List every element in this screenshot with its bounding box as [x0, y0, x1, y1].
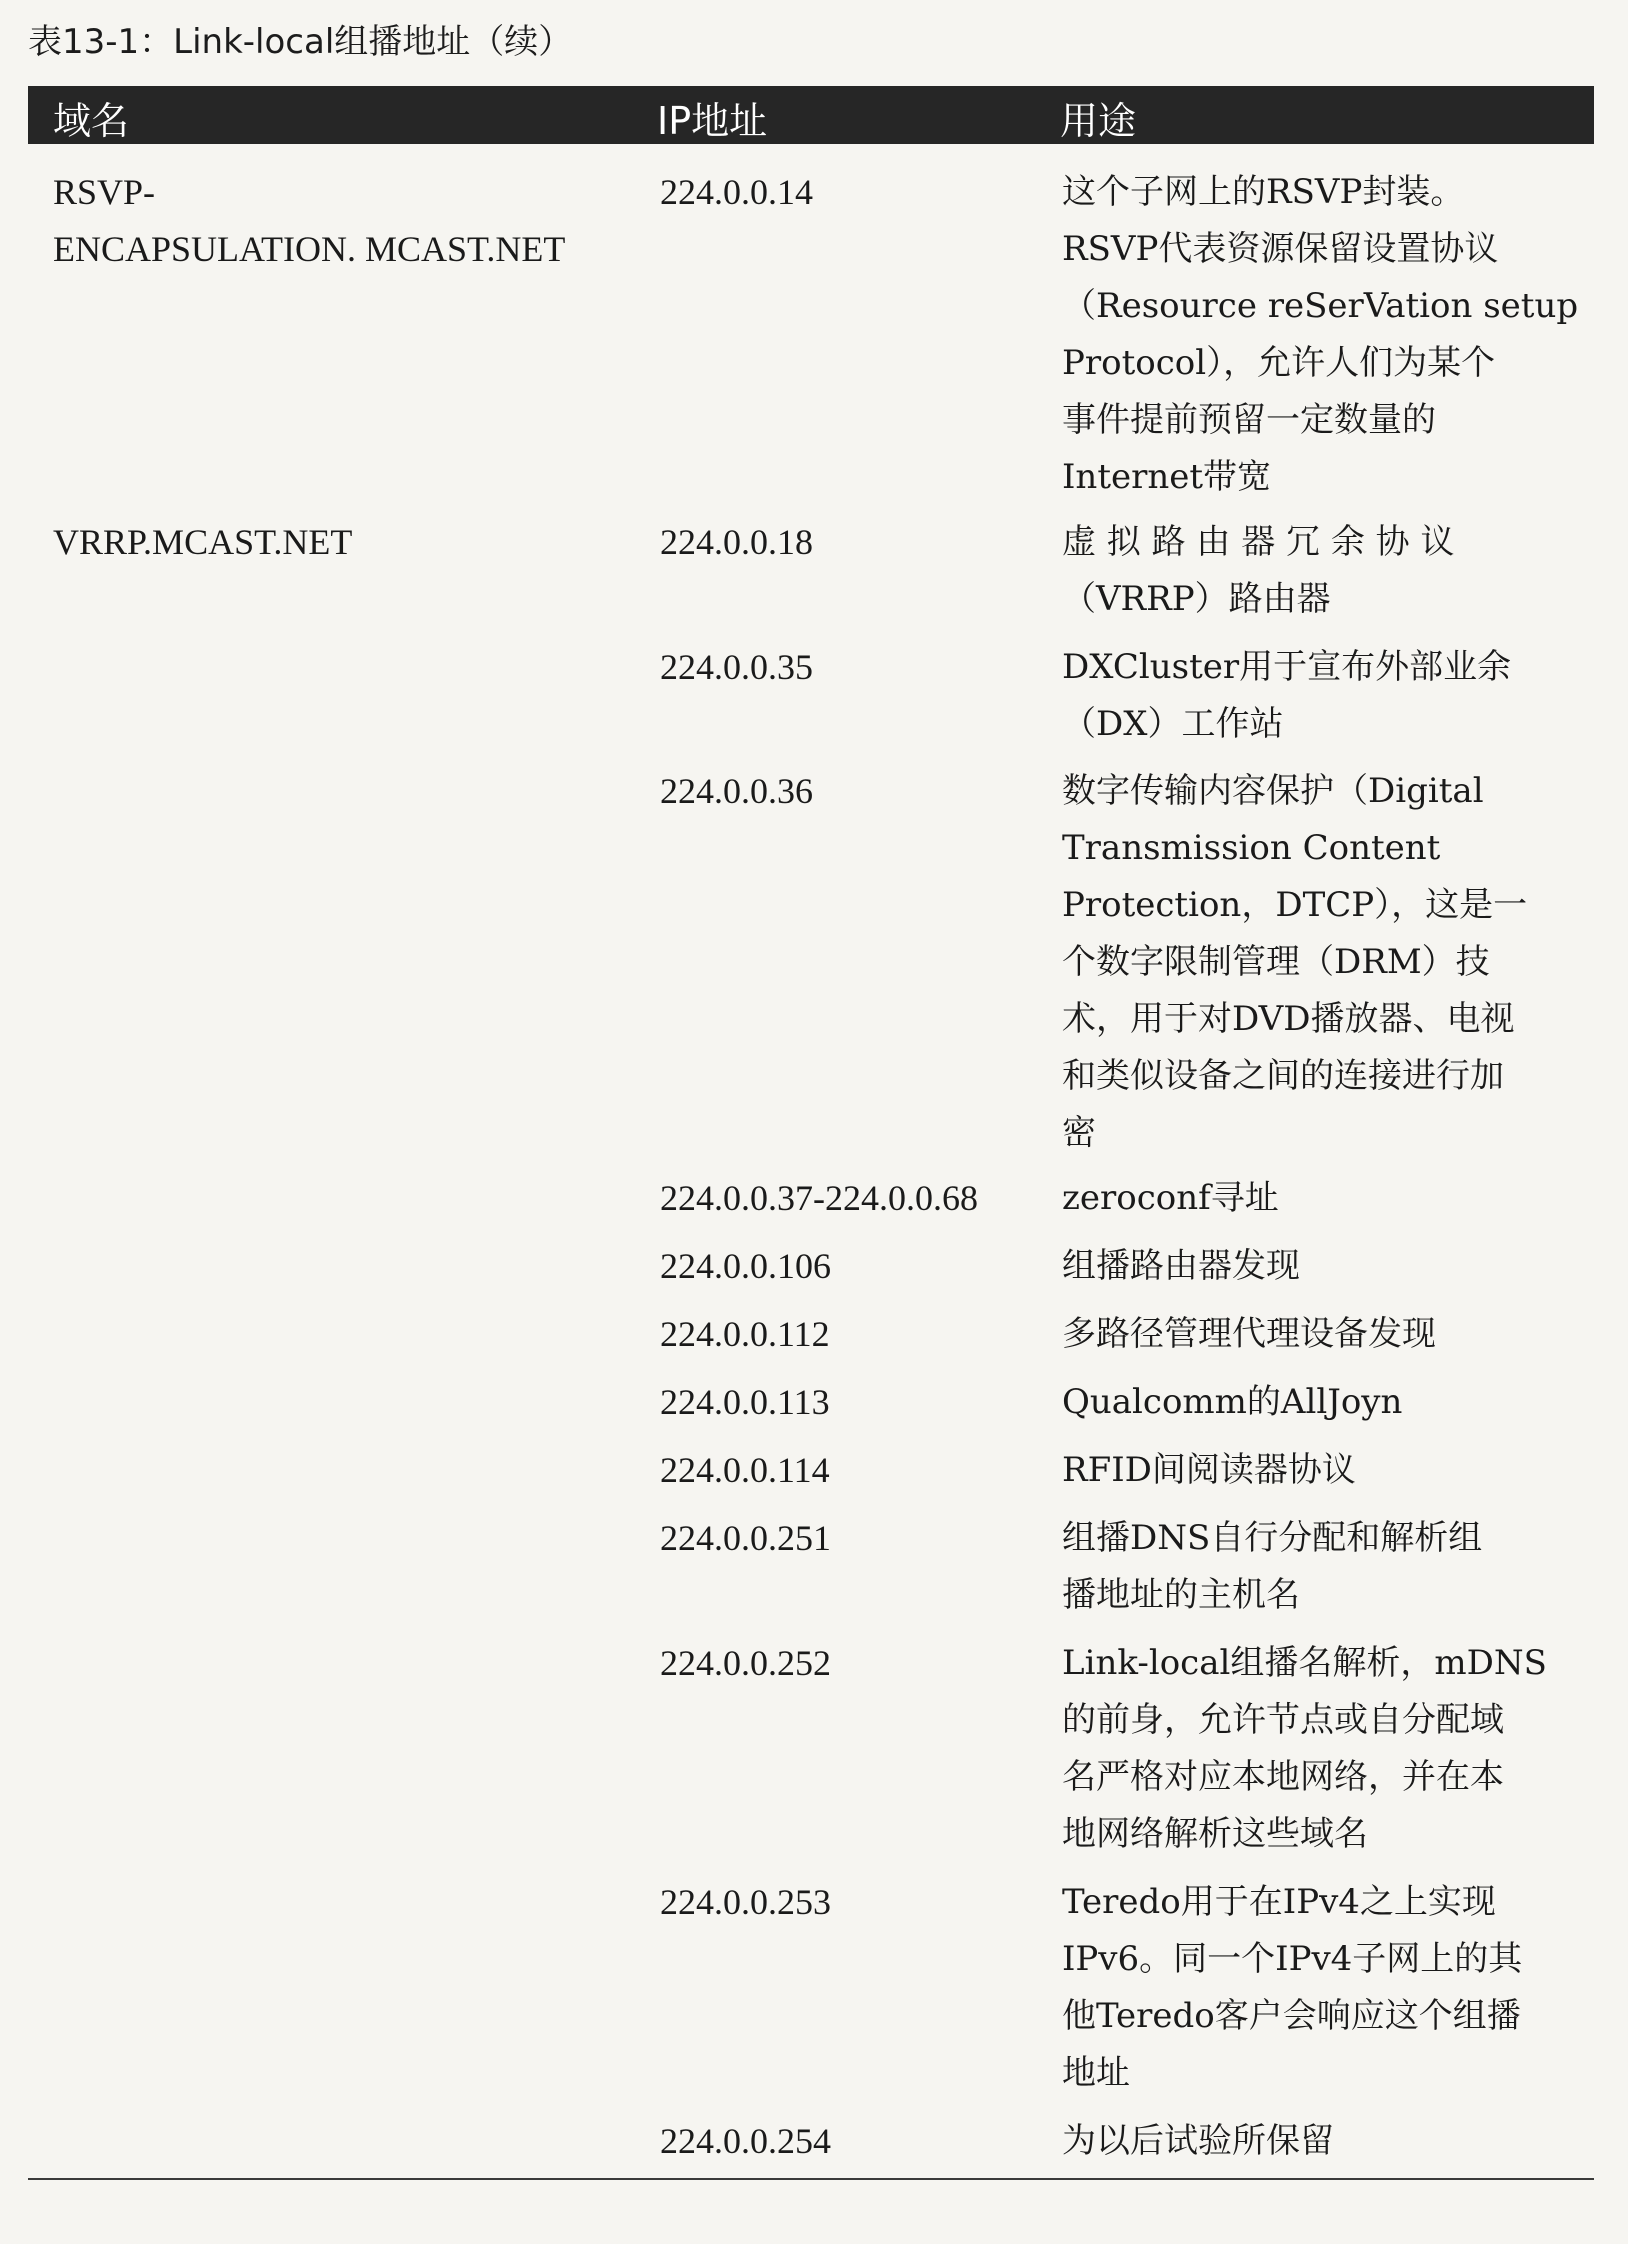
ip-cell: 224.0.0.254 — [660, 2121, 831, 2161]
purpose-cell: Teredo用于在IPv4之上实现 IPv6。同一个IPv4子网上的其 他Teredo客户会响应这个组播 地址 — [1062, 1882, 1523, 2093]
ip-cell: 224.0.0.14 — [660, 172, 813, 212]
ip-cell: 224.0.0.114 — [660, 1450, 830, 1490]
ip-cell: 224.0.0.106 — [660, 1246, 831, 1286]
purpose-cell: 这个子网上的RSVP封装。 RSVP代表资源保留设置协议 （Resource reSerVation setup Protocol），允许人们为某个 事件提前预留一定数量的 Internet带宽 — [1062, 172, 1579, 497]
header-ip-address: IP地址 — [657, 99, 768, 143]
table-caption: 表13-1：Link-local组播地址（续） — [28, 22, 573, 62]
ip-cell: 224.0.0.35 — [660, 647, 813, 687]
header-purpose: 用途 — [1060, 99, 1137, 143]
purpose-cell: 为以后试验所保留 — [1062, 2121, 1334, 2161]
domain-cell: RSVP- ENCAPSULATION. MCAST.NET — [53, 172, 566, 269]
table-header — [28, 86, 1594, 144]
purpose-cell: Qualcomm的AllJoyn — [1062, 1382, 1403, 1422]
ip-cell: 224.0.0.251 — [660, 1518, 831, 1558]
ip-cell: 224.0.0.18 — [660, 522, 813, 562]
table-bottom-rule — [28, 2178, 1594, 2180]
ip-cell: 224.0.0.112 — [660, 1314, 830, 1354]
purpose-cell: Link-local组播名解析，mDNS 的前身，允许节点或自分配域 名严格对应本地网络，并在本 地网络解析这些域名 — [1062, 1643, 1547, 1854]
purpose-cell: 数字传输内容保护（Digital Transmission Content Protection，DTCP），这是一 个数字限制管理（DRM）技 术，用于对DVD播放器、电视 和类似设备之间的连接进行加 密 — [1062, 771, 1528, 1153]
purpose-cell: DXCluster用于宣布外部业余 （DX）工作站 — [1062, 647, 1512, 744]
ip-cell: 224.0.0.113 — [660, 1382, 830, 1422]
purpose-cell: 多路径管理代理设备发现 — [1062, 1314, 1436, 1354]
purpose-cell: 组播DNS自行分配和解析组 播地址的主机名 — [1062, 1518, 1483, 1615]
domain-cell: VRRP.MCAST.NET — [53, 522, 353, 562]
ip-cell: 224.0.0.252 — [660, 1643, 831, 1683]
header-domain: 域名 — [53, 99, 130, 143]
purpose-cell: 组播路由器发现 — [1062, 1246, 1300, 1286]
ip-cell: 224.0.0.37-224.0.0.68 — [660, 1178, 978, 1218]
purpose-cell: 虚 拟 路 由 器 冗 余 协 议 （VRRP）路由器 — [1062, 522, 1455, 619]
ip-cell: 224.0.0.253 — [660, 1882, 831, 1922]
purpose-cell: RFID间阅读器协议 — [1062, 1450, 1356, 1490]
purpose-cell: zeroconf寻址 — [1062, 1178, 1279, 1218]
ip-cell: 224.0.0.36 — [660, 771, 813, 811]
